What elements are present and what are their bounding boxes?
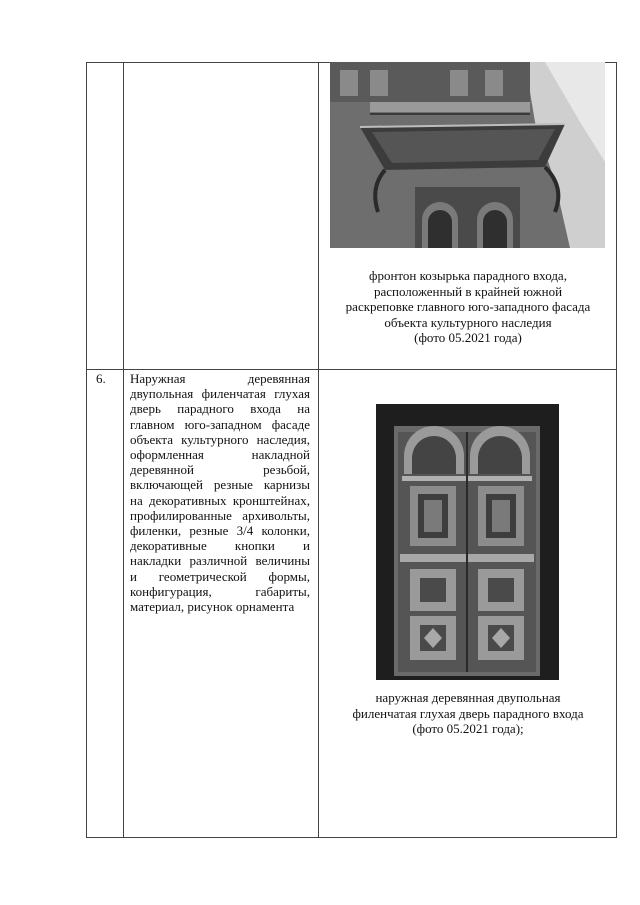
table-border-bottom (86, 837, 617, 838)
column-divider-1 (123, 62, 124, 838)
caption-line: расположенный в крайней южной (373, 283, 563, 299)
caption-line: объекта культурного наследия (384, 314, 552, 330)
object-description: Наружная деревянная двупольная филенчатая глухая дверь парадного входа на главном юго-западном фасаде объекта культурного наследия, оформленная накладной деревянной резьбой, включающей резные карнизы на декоративных кронштейнах, профилированные архивольты, филенки, резные 3/4 колонки, декоративные кнопки и накладки различной величины и геометрической формы, конфигурация, габариты, материал, рисунок орнамента (130, 371, 310, 615)
caption-line: наружная деревянная двупольная (375, 690, 561, 705)
table-border-left (86, 62, 87, 838)
caption-line: раскреповке главного юго-западного фасада (345, 299, 591, 314)
caption-line: филенчатая глухая дверь парадного входа (352, 705, 584, 721)
caption-line: (фото 05.2021 года) (414, 330, 522, 345)
entrance-door-photo (376, 404, 559, 680)
row-2-caption (319, 690, 617, 737)
row-divider (86, 369, 617, 370)
row-number: 6. (96, 371, 106, 386)
caption-line: (фото 05.2021 года); (412, 721, 524, 736)
caption-line: фронтон козырька парадного входа, (369, 268, 567, 283)
canopy-pediment-photo (330, 62, 605, 248)
row-1-caption (319, 268, 617, 346)
